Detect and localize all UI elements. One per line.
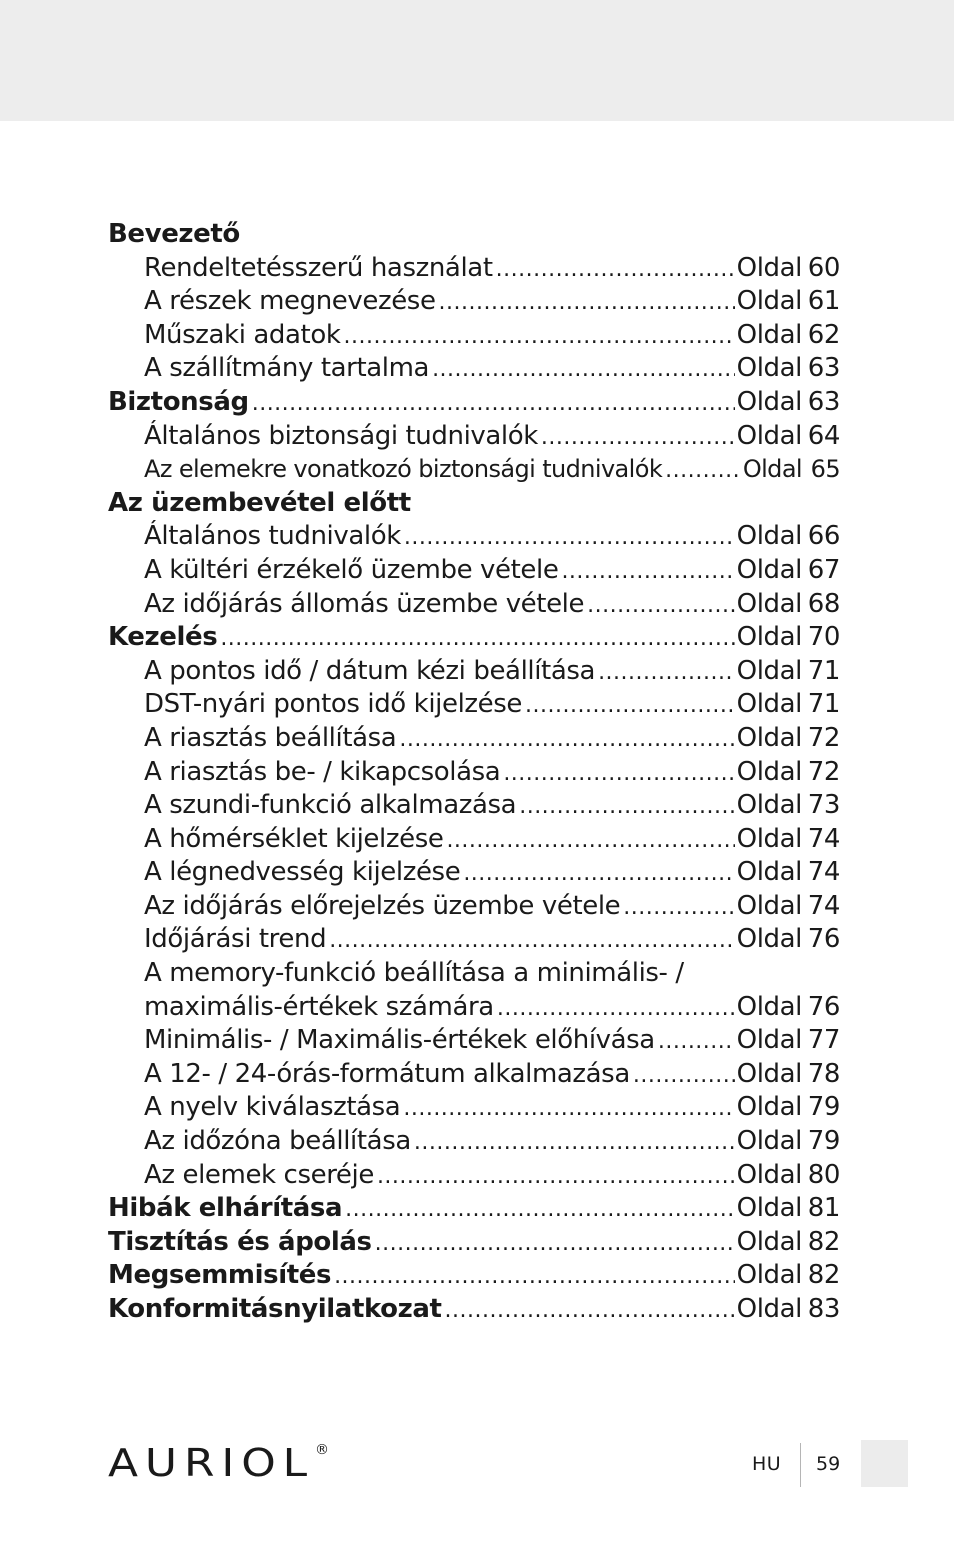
toc-page-number: 62 — [807, 319, 840, 350]
toc-entry-title: Rendeltetésszerű használat — [144, 252, 493, 283]
brand-name: AURIOL — [108, 1441, 314, 1480]
page-label: Oldal — [736, 722, 802, 753]
dot-leader — [399, 723, 734, 757]
dot-leader — [665, 454, 741, 488]
dot-leader — [561, 555, 734, 589]
toc-entry-title: Általános biztonsági tudnivalók — [144, 420, 538, 451]
toc-entry-title: Az elemek cseréje — [144, 1159, 374, 1190]
header-band — [0, 0, 954, 121]
dot-leader — [345, 1193, 735, 1227]
toc-page-number: 82 — [807, 1260, 840, 1291]
toc-entry-title: A pontos idő / dátum kézi beállítása — [144, 655, 596, 686]
page-label: Oldal — [736, 991, 802, 1022]
page-label: Oldal — [736, 1092, 802, 1123]
dot-leader — [497, 992, 735, 1026]
dot-leader — [334, 1260, 735, 1294]
page-label: Oldal — [736, 622, 802, 653]
dot-leader — [503, 757, 734, 791]
page-label: Oldal — [736, 353, 802, 384]
toc-entry — [108, 890, 840, 924]
dot-leader — [252, 387, 735, 421]
toc-entry-title: Minimális- / Maximális-értékek előhívása — [144, 1025, 655, 1056]
toc-entry — [108, 1192, 840, 1226]
dot-leader — [496, 253, 735, 287]
toc-entry — [108, 252, 840, 286]
toc-entry-title: Általános tudnivalók — [144, 521, 401, 552]
page-label: Oldal — [736, 655, 802, 686]
registered-mark: ® — [315, 1442, 329, 1458]
toc-entry — [108, 688, 840, 722]
dot-leader — [377, 1160, 735, 1194]
page-label: Oldal — [736, 1025, 802, 1056]
toc-entry — [108, 453, 840, 487]
toc-page-number: 60 — [807, 252, 840, 283]
dot-leader — [525, 689, 735, 723]
dot-leader — [439, 286, 735, 320]
toc-entry — [108, 487, 840, 521]
toc-entry-title: Műszaki adatok — [144, 319, 341, 350]
toc-entry-title: Az üzembevétel előtt — [108, 487, 411, 518]
dot-leader — [445, 1294, 735, 1328]
toc-entry-title: Az időzóna beállítása — [144, 1126, 411, 1157]
page-corner-box — [861, 1440, 908, 1487]
toc-entry — [108, 1058, 840, 1092]
footer-divider — [800, 1443, 801, 1487]
toc-entry — [108, 621, 840, 655]
toc-entry-title: A légnedvesség kijelzése — [144, 857, 461, 888]
toc-page-number: 64 — [807, 420, 840, 451]
toc-entry — [108, 285, 840, 319]
dot-leader — [541, 421, 735, 455]
toc-page-number: 63 — [807, 353, 840, 384]
toc-entry-title: A részek megnevezése — [144, 286, 436, 317]
toc-page-number: 76 — [807, 924, 840, 955]
toc-entry — [108, 722, 840, 756]
dot-leader — [403, 1092, 734, 1126]
dot-leader — [375, 1227, 735, 1261]
toc-entry-title: A hőmérséklet kijelzése — [144, 823, 444, 854]
toc-entry-title: DST-nyári pontos idő kijelzése — [144, 689, 522, 720]
toc-page-number: 63 — [807, 386, 840, 417]
toc-entry-title: Az időjárás állomás üzembe vétele — [144, 588, 585, 619]
page-label: Oldal — [736, 521, 802, 552]
toc-page-number: 80 — [807, 1159, 840, 1190]
toc-entry-title: Biztonság — [108, 386, 249, 417]
toc-entry — [108, 655, 840, 689]
toc-entry — [108, 823, 840, 857]
dot-leader — [220, 622, 734, 656]
toc-page-number: 72 — [807, 756, 840, 787]
page-label: Oldal — [736, 1294, 802, 1324]
table-of-contents — [108, 218, 840, 1327]
toc-page-number: 70 — [807, 622, 840, 653]
toc-entry — [108, 923, 840, 957]
dot-leader — [404, 521, 735, 555]
toc-entry-title: Hibák elhárítása — [108, 1193, 343, 1224]
dot-leader — [587, 589, 735, 623]
page-label: Oldal — [736, 924, 802, 955]
toc-entry — [108, 1259, 840, 1293]
toc-page-number: 74 — [807, 857, 840, 888]
toc-entry — [108, 756, 840, 790]
page-label: Oldal — [736, 286, 802, 317]
page-number: 59 — [816, 1453, 841, 1475]
page-label: Oldal — [736, 756, 802, 787]
toc-entry-title: Az elemekre vonatkozó biztonsági tudnivalók — [144, 455, 663, 484]
toc-entry — [108, 1159, 840, 1193]
page-label: Oldal — [736, 1058, 802, 1089]
toc-page-number: 71 — [807, 689, 840, 720]
toc-entry — [108, 319, 840, 353]
toc-entry — [108, 1125, 840, 1159]
toc-page-number: 72 — [807, 722, 840, 753]
page-label: Oldal — [736, 1226, 802, 1257]
toc-entry-title: A nyelv kiválasztása — [144, 1092, 401, 1123]
auriol-logo — [108, 1438, 330, 1480]
page-label: Oldal — [736, 1159, 802, 1190]
toc-entry-title: A 12- / 24-órás-formátum alkalmazása — [144, 1058, 630, 1089]
toc-page-number: 83 — [807, 1294, 840, 1324]
toc-entry — [108, 1293, 840, 1327]
toc-entry — [108, 856, 840, 890]
dot-leader — [633, 1059, 735, 1093]
toc-page-number: 76 — [807, 991, 840, 1022]
toc-page-number: 74 — [807, 890, 840, 921]
toc-page-number: 77 — [807, 1025, 840, 1056]
toc-page-number: 66 — [807, 521, 840, 552]
toc-entry-title: Megsemmisítés — [108, 1260, 332, 1291]
toc-entry — [108, 588, 840, 622]
toc-page-number: 71 — [807, 655, 840, 686]
toc-page-number: 68 — [807, 588, 840, 619]
toc-page-number: 78 — [807, 1058, 840, 1089]
dot-leader — [446, 824, 734, 858]
page-label: Oldal — [736, 386, 802, 417]
toc-entry-title: Kezelés — [108, 622, 218, 653]
toc-entry-title: A riasztás beállítása — [144, 722, 397, 753]
page-label: Oldal — [736, 319, 802, 350]
page-label: Oldal — [736, 823, 802, 854]
toc-entry — [108, 520, 840, 554]
toc-entry-title: Időjárási trend — [144, 924, 327, 955]
toc-entry — [108, 957, 840, 991]
page-label: Oldal — [736, 890, 802, 921]
toc-page-number: 81 — [807, 1193, 840, 1224]
page-label: Oldal — [742, 455, 802, 484]
toc-entry — [108, 1024, 840, 1058]
toc-page-number: 61 — [807, 286, 840, 317]
page-label: Oldal — [736, 790, 802, 821]
toc-entry-title: Bevezető — [108, 219, 240, 249]
toc-entry — [108, 1091, 840, 1125]
toc-entry — [108, 554, 840, 588]
toc-entry-title: maximális-értékek számára — [144, 991, 494, 1022]
page-label: Oldal — [736, 252, 802, 283]
dot-leader — [519, 790, 734, 824]
toc-entry-title: Tisztítás és ápolás — [108, 1226, 372, 1257]
language-code: HU — [752, 1453, 782, 1475]
toc-page-number: 67 — [807, 554, 840, 585]
page-label: Oldal — [736, 1126, 802, 1157]
toc-entry-title: Az időjárás előrejelzés üzembe vétele — [144, 890, 621, 921]
toc-page-number: 79 — [807, 1092, 840, 1123]
page-label: Oldal — [736, 1193, 802, 1224]
toc-entry-title: A riasztás be- / kikapcsolása — [144, 756, 501, 787]
toc-entry — [108, 991, 840, 1025]
page-label: Oldal — [736, 857, 802, 888]
dot-leader — [658, 1025, 735, 1059]
page-label: Oldal — [736, 1260, 802, 1291]
toc-entry-title: A memory-funkció beállítása a minimális- / — [144, 958, 684, 989]
toc-entry — [108, 420, 840, 454]
toc-entry-title: A kültéri érzékelő üzembe vétele — [144, 554, 559, 585]
dot-leader — [598, 656, 735, 690]
toc-entry-title: A szundi-funkció alkalmazása — [144, 790, 517, 821]
dot-leader — [414, 1126, 735, 1160]
toc-page-number: 82 — [807, 1226, 840, 1257]
dot-leader — [463, 857, 734, 891]
page-label: Oldal — [736, 689, 802, 720]
toc-entry-title: Konformitásnyilatkozat — [108, 1294, 442, 1324]
toc-page-number: 65 — [810, 455, 840, 484]
toc-entry-title: A szállítmány tartalma — [144, 353, 430, 384]
toc-page-number: 73 — [807, 790, 840, 821]
toc-entry — [108, 218, 840, 252]
page-label: Oldal — [736, 588, 802, 619]
dot-leader — [623, 891, 734, 925]
page-label: Oldal — [736, 420, 802, 451]
dot-leader — [344, 320, 735, 354]
toc-page-number: 79 — [807, 1126, 840, 1157]
toc-page-number: 74 — [807, 823, 840, 854]
toc-entry — [108, 1226, 840, 1260]
dot-leader — [432, 353, 735, 387]
toc-entry — [108, 386, 840, 420]
page-label: Oldal — [736, 554, 802, 585]
dot-leader — [329, 924, 734, 958]
toc-entry — [108, 352, 840, 386]
toc-entry — [108, 789, 840, 823]
